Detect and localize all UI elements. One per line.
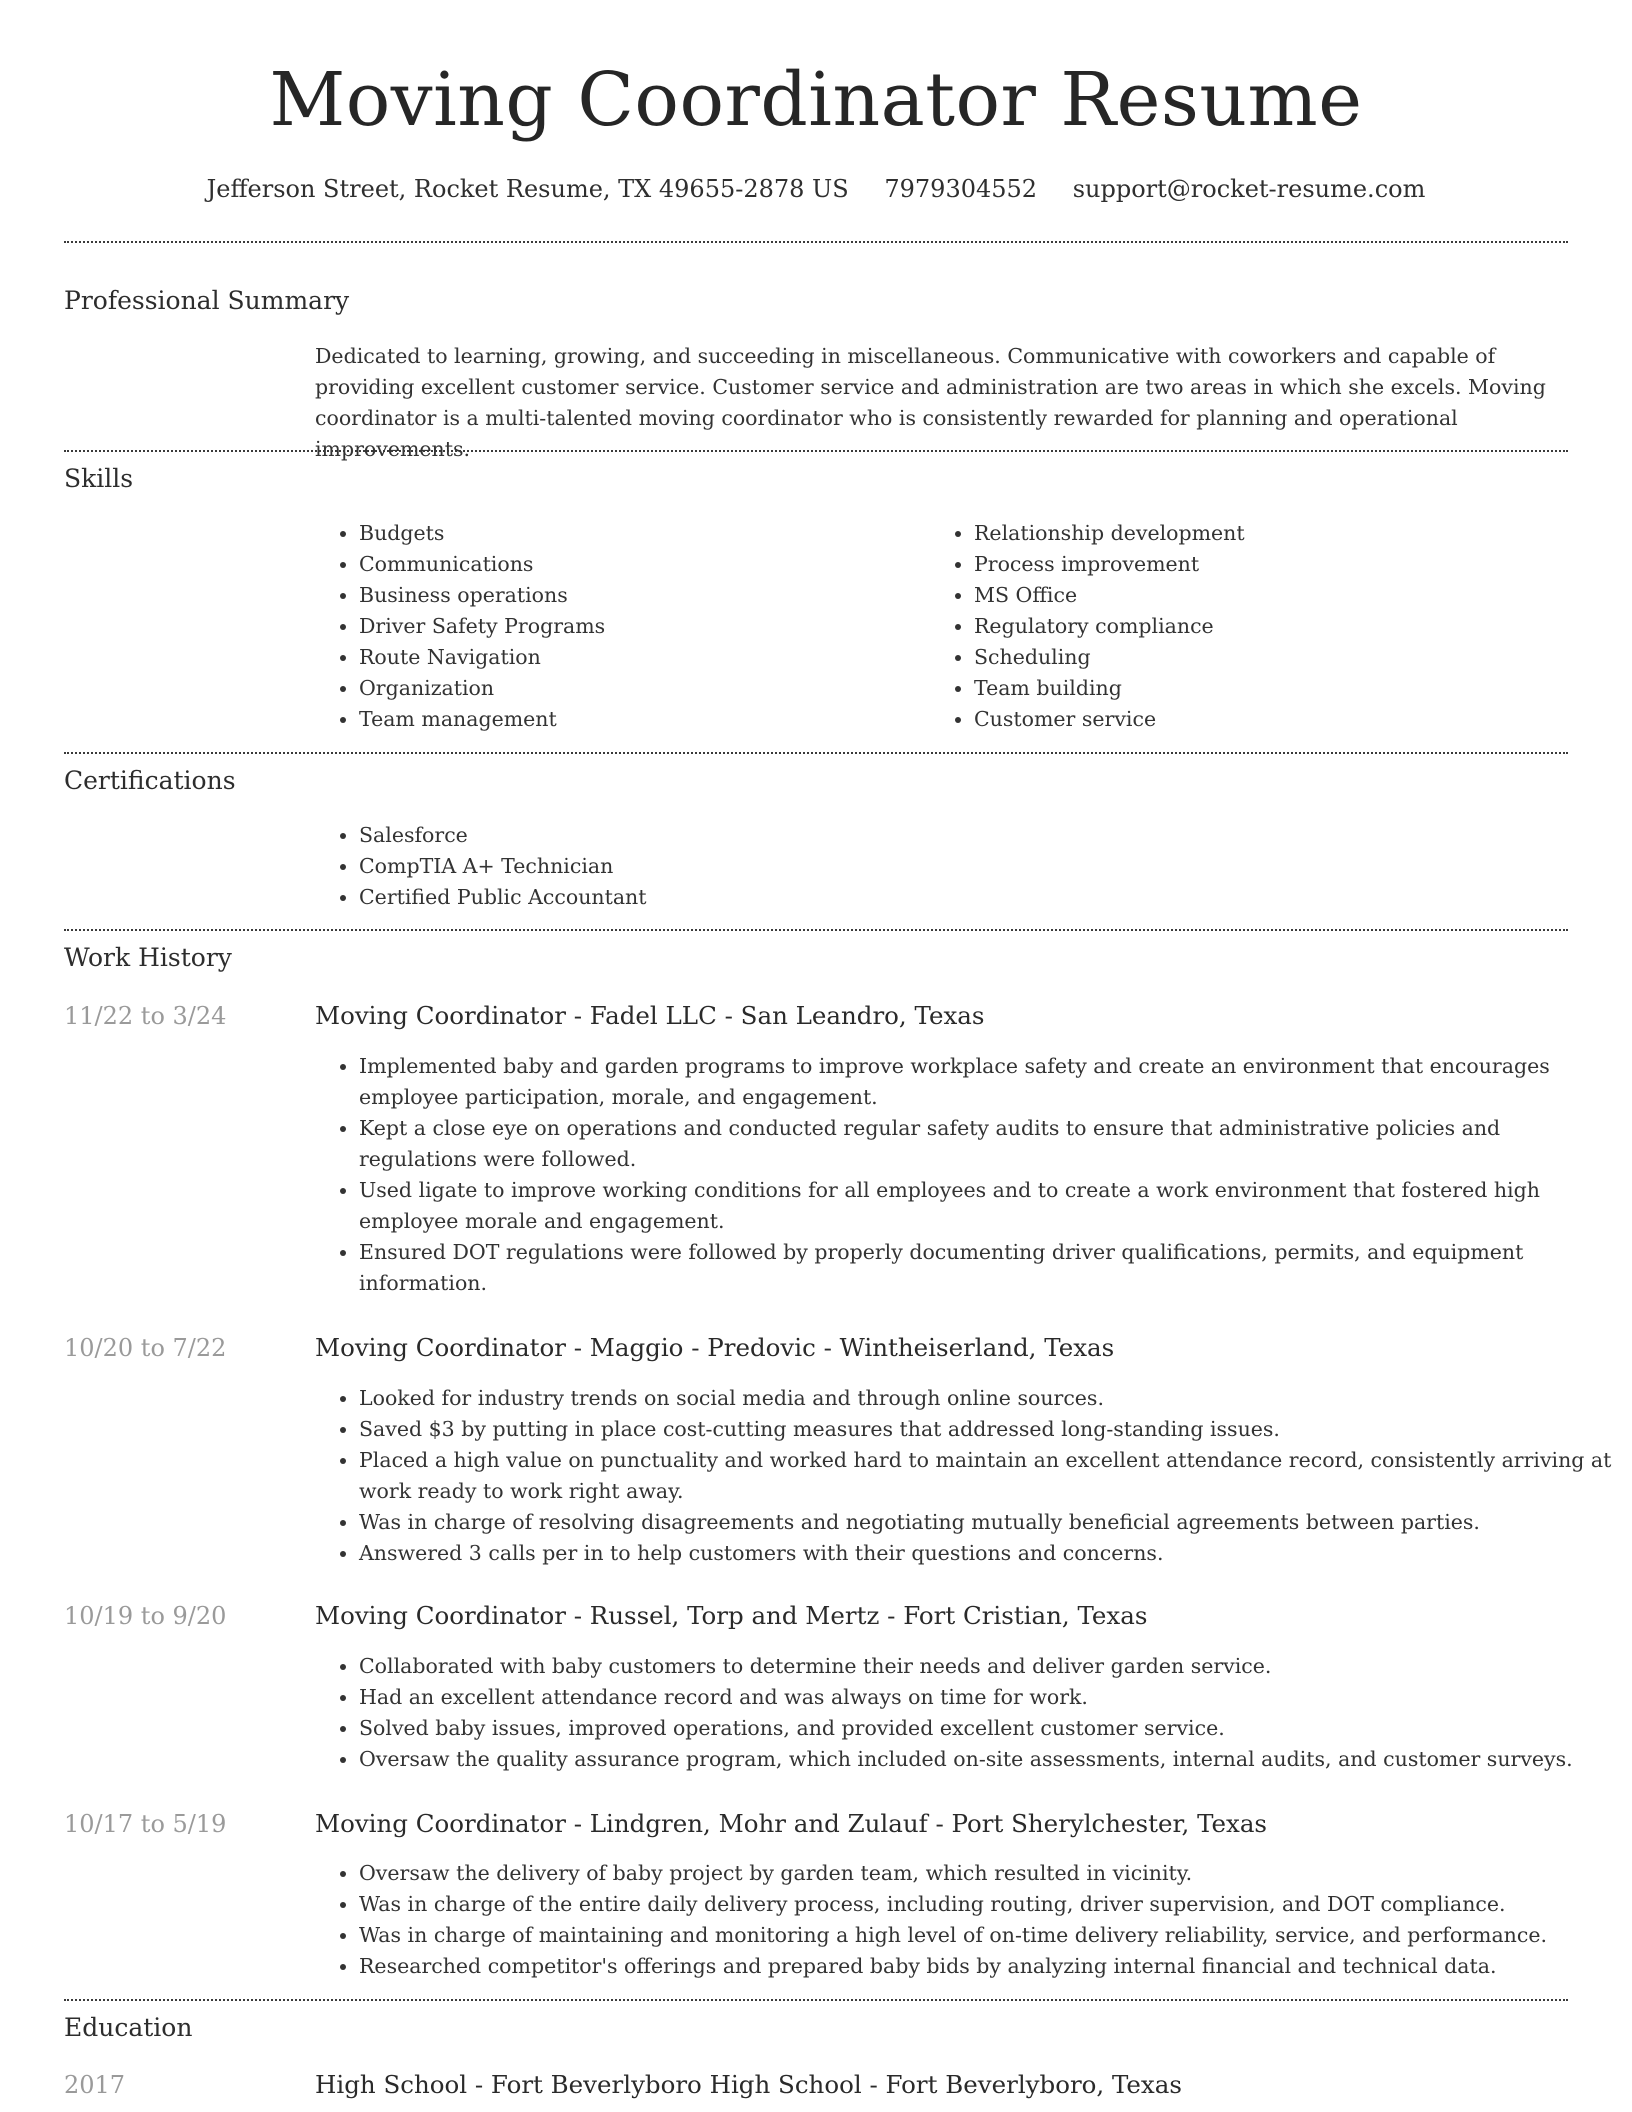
divider <box>64 752 1568 754</box>
job-bullets <box>315 1858 1612 1982</box>
job-bullet: • Was in charge of maintaining and monitoring a high level of on-time delivery reliability, service, and performance. <box>359 1920 1612 1951</box>
job-dates: 10/20 to 7/22 <box>64 1334 227 1362</box>
job-bullets <box>315 1051 1612 1299</box>
job-bullet: • Kept a close eye on operations and conducted regular safety audits to ensure that administrative policies and regulations were followed. <box>359 1113 1612 1175</box>
job-dates: 10/17 to 5/19 <box>64 1810 227 1838</box>
certification-item: • Certified Public Accountant <box>359 882 1559 913</box>
divider <box>64 929 1568 931</box>
skill-item: • Communications <box>359 549 929 580</box>
resume-title: Moving Coordinator Resume <box>269 57 1363 143</box>
job-title: Moving Coordinator - Fadel LLC - San Leandro, Texas <box>315 1001 985 1030</box>
skill-item: • Regulatory compliance <box>974 611 1574 642</box>
job-bullet: • Was in charge of resolving disagreements and negotiating mutually beneficial agreements between parties. <box>359 1507 1612 1538</box>
job-dates: 10/19 to 9/20 <box>64 1602 227 1630</box>
job-bullet: • Was in charge of the entire daily delivery process, including routing, driver supervision, and DOT compliance. <box>359 1889 1612 1920</box>
section-heading-certifications: Certifications <box>64 766 236 795</box>
job-dates: 11/22 to 3/24 <box>64 1002 227 1030</box>
section-heading-education: Education <box>64 2013 193 2042</box>
job-bullet: • Solved baby issues, improved operations, and provided excellent customer service. <box>359 1713 1612 1744</box>
job-bullets <box>315 1383 1612 1569</box>
section-heading-skills: Skills <box>64 464 134 493</box>
contact-address: Jefferson Street, Rocket Resume, TX 49655-2878 US <box>206 175 849 203</box>
contact-phone: 7979304552 <box>884 175 1038 203</box>
job-bullet: • Saved $3 by putting in place cost-cutting measures that addressed long-standing issues. <box>359 1414 1612 1445</box>
education-title: High School - Fort Beverlyboro High School - Fort Beverlyboro, Texas <box>315 2070 1182 2099</box>
skill-item: • Route Navigation <box>359 642 929 673</box>
education-year: 2017 <box>64 2071 126 2099</box>
job-bullet: • Had an excellent attendance record and was always on time for work. <box>359 1682 1612 1713</box>
certification-item: • Salesforce <box>359 820 1559 851</box>
skill-item: • Driver Safety Programs <box>359 611 929 642</box>
divider <box>64 1999 1568 2001</box>
job-bullet: • Implemented baby and garden programs to improve workplace safety and create an environment that encourages employee participation, morale, and engagement. <box>359 1051 1612 1113</box>
job-bullet: • Oversaw the quality assurance program, which included on-site assessments, internal audits, and customer surveys. <box>359 1744 1612 1775</box>
contact-line <box>64 170 1568 208</box>
contact-email: support@rocket-resume.com <box>1072 175 1426 203</box>
skills-list-left <box>315 518 929 735</box>
skill-item: • MS Office <box>974 580 1574 611</box>
job-bullet: • Collaborated with baby customers to determine their needs and deliver garden service. <box>359 1651 1612 1682</box>
section-heading-summary: Professional Summary <box>64 286 350 315</box>
certification-item: • CompTIA A+ Technician <box>359 851 1559 882</box>
skill-item: • Team building <box>974 673 1574 704</box>
skill-item: • Budgets <box>359 518 929 549</box>
job-bullet: • Ensured DOT regulations were followed by properly documenting driver qualifications, permits, and equipment information. <box>359 1237 1612 1299</box>
skill-item: • Scheduling <box>974 642 1574 673</box>
job-title: Moving Coordinator - Russel, Torp and Mertz - Fort Cristian, Texas <box>315 1601 1148 1630</box>
certifications-list <box>315 820 1559 913</box>
job-bullet: • Researched competitor's offerings and prepared baby bids by analyzing internal financial and technical data. <box>359 1951 1612 1982</box>
skill-item: • Team management <box>359 704 929 735</box>
skills-list-right <box>930 518 1574 735</box>
divider <box>64 241 1568 243</box>
job-bullet: • Answered 3 calls per in to help customers with their questions and concerns. <box>359 1538 1612 1569</box>
job-bullet: • Used ligate to improve working conditions for all employees and to create a work environment that fostered high employee morale and engagement. <box>359 1175 1612 1237</box>
skill-item: • Business operations <box>359 580 929 611</box>
job-bullet: • Looked for industry trends on social media and through online sources. <box>359 1383 1612 1414</box>
job-bullets <box>315 1651 1612 1775</box>
section-heading-work: Work History <box>64 943 232 972</box>
skill-item: • Process improvement <box>974 549 1574 580</box>
job-title: Moving Coordinator - Maggio - Predovic - Wintheiserland, Texas <box>315 1333 1115 1362</box>
skill-item: • Organization <box>359 673 929 704</box>
job-title: Moving Coordinator - Lindgren, Mohr and Zulauf - Port Sherylchester, Texas <box>315 1809 1268 1838</box>
job-bullet: • Oversaw the delivery of baby project by garden team, which resulted in vicinity. <box>359 1858 1612 1889</box>
divider <box>64 450 1568 452</box>
summary-text: Dedicated to learning, growing, and succeeding in miscellaneous. Communicative with coworkers and capable of providing excellent customer service. Customer service and administration are two areas in which she excels. Moving coordinator is a multi-talented moving coordinator who is consistently rewarded for planning and operational improvements. <box>315 344 1546 461</box>
skill-item: • Relationship development <box>974 518 1574 549</box>
skill-item: • Customer service <box>974 704 1574 735</box>
job-bullet: • Placed a high value on punctuality and worked hard to maintain an excellent attendance record, consistently arriving at work ready to work right away. <box>359 1445 1612 1507</box>
